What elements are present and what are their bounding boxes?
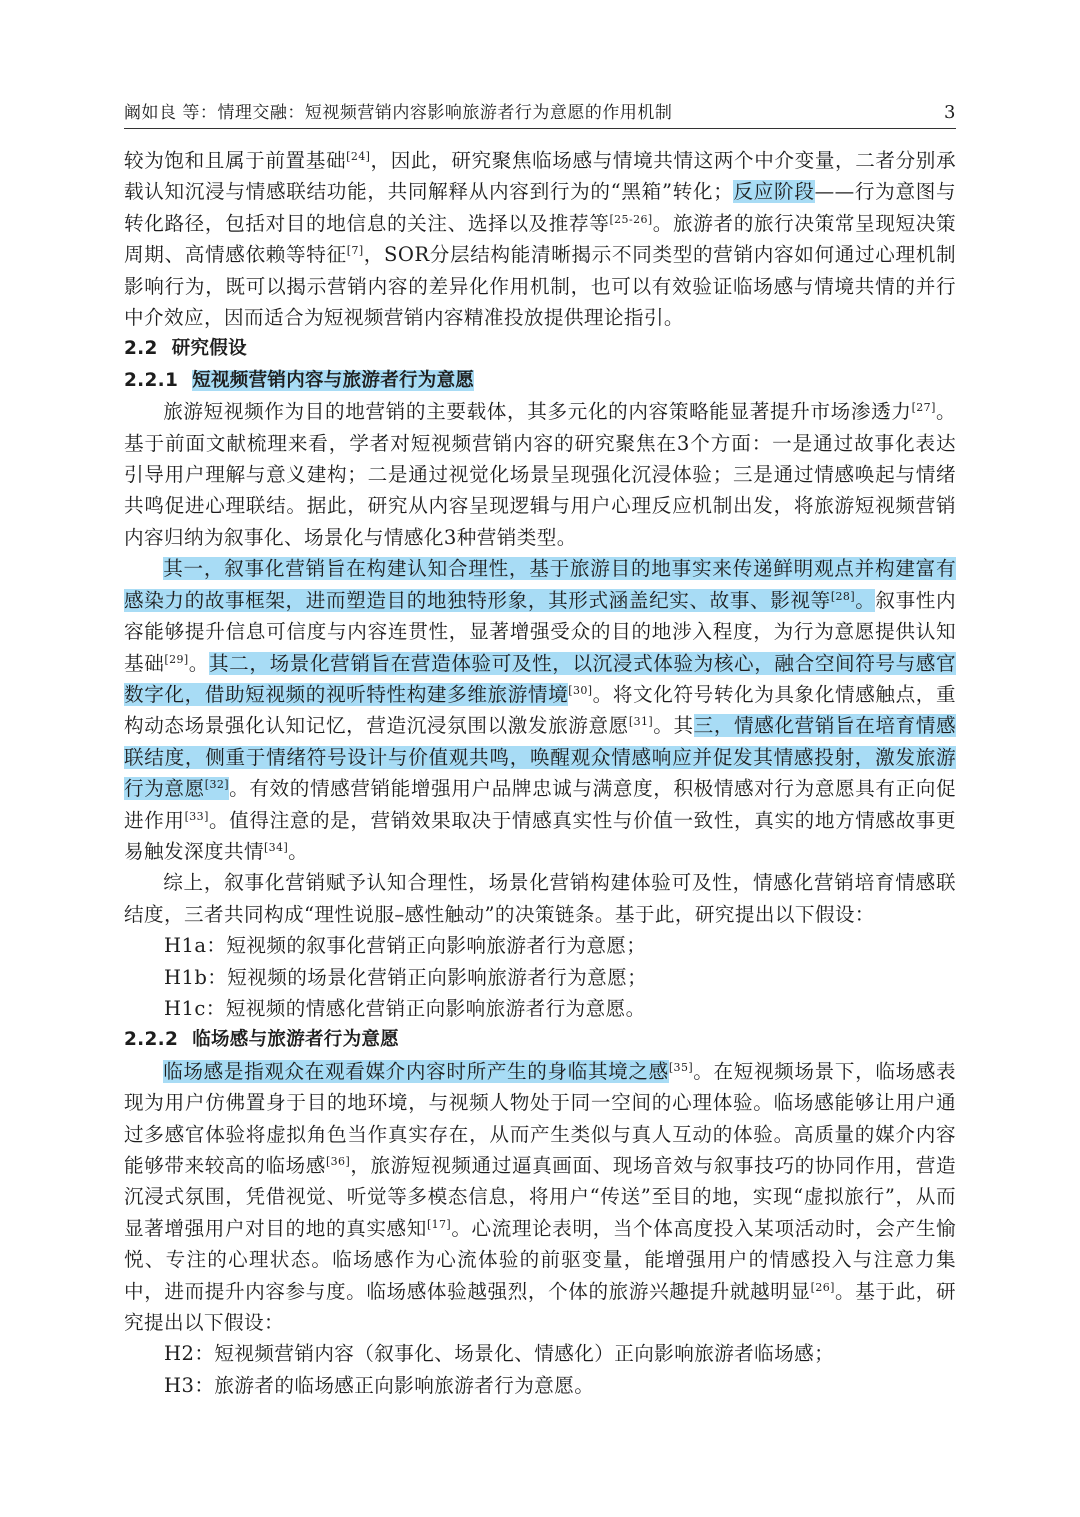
text-run: 。 bbox=[288, 839, 309, 863]
text-run: 。 bbox=[188, 651, 209, 675]
citation: [34] bbox=[263, 840, 289, 854]
text-run: ，SOR分层结构能清晰揭示不同类型的营销内容如何通过心理机制影响行为，既可以揭示营销内容的差异化作用机制，也可以有效验证临场感与情境共情的并行中介效应，因而适合为短视频营销内容精准投放提供理论指引。 bbox=[124, 243, 956, 330]
highlighted-text bbox=[124, 557, 956, 611]
text-run: 。在短视频场景下，临场感表现为用户仿佛置身于目的地环境，与视频人物处于同一空间的心理体验。临场感能够让用户通过多感官体验将虚拟角色当作真实存在，从而产生类似与真人互动的体验。高质量的媒介内容能够带来较高的临场感 bbox=[124, 1059, 956, 1177]
paragraph-marketing-types bbox=[124, 553, 956, 867]
hypothesis-h1c: H1c：短视频的情感化营销正向影响旅游者行为意愿。 bbox=[164, 996, 646, 1020]
text-run: 。其 bbox=[653, 714, 694, 738]
text-run: ，因此，研究聚焦临场感与情境共情这两个中介变量，二者分别承载认知沉浸与情感联结功能，共同解释从内容到行为的“黑箱”转化； bbox=[124, 149, 956, 204]
highlighted-text: 反应阶段 bbox=[733, 180, 815, 204]
text-run: ，旅游短视频通过逼真画面、现场音效与叙事技巧的协同作用，营造沉浸式氛围，凭借视觉、听觉等多模态信息，将用户“传送”至目的地，实现“虚拟旅行”，从而显著增强用户对目的地的真实感知 bbox=[124, 1154, 956, 1240]
running-header-title: 阚如良 等：情理交融：短视频营销内容影响旅游者行为意愿的作用机制 bbox=[124, 103, 673, 123]
text-run: ——行为意图与转化路径，包括对目的地信息的关注、选择以及推荐等 bbox=[124, 180, 956, 235]
citation: [28] bbox=[830, 589, 856, 603]
section-number: 2.2.2 bbox=[124, 1029, 179, 1051]
citation: [27] bbox=[911, 401, 936, 415]
text-run: 。基于前面文献梳理来看，学者对短视频营销内容的研究聚焦在3个方面：一是通过故事化表达引导用户理解与意义建构；二是通过视觉化场景呈现强化沉浸体验；三是通过情感唤起与情绪共鸣促进心理联结。据此，研究从内容呈现逻辑与用户心理反应机制出发，将旅游短视频营销内容归纳为叙事化、场景化与情感化3种营销类型。 bbox=[124, 400, 956, 549]
section-number: 2.2 bbox=[124, 338, 158, 360]
hypothesis-h3: H3：旅游者的临场感正向影响旅游者行为意愿。 bbox=[164, 1373, 595, 1397]
paragraph-short-video-marketing bbox=[124, 396, 956, 553]
citation: [17] bbox=[426, 1217, 452, 1231]
text-run: 。心流理论表明，当个体高度投入某项活动时，会产生愉悦、专注的心理状态。临场感作为心流体验的前驱变量，能增强用户的情感投入与注意力集中，进而提升内容参与度。临场感体验越强烈，个体的旅游兴趣提升就越明显 bbox=[124, 1216, 957, 1303]
citation: [26] bbox=[810, 1280, 835, 1294]
text-run: 叙事性内容能够提升信息可信度与内容连贯性，显著增强受众的目的地涉入程度，为行为意愿提供认知基础 bbox=[124, 588, 957, 675]
text-run: 。基于此，研究提出以下假设： bbox=[124, 1279, 956, 1335]
hypothesis-h1b: H1b：短视频的场景化营销正向影响旅游者行为意愿； bbox=[164, 965, 648, 989]
highlighted-text: 临场感是指观众在观看媒介内容时所产生的身临其境之感 bbox=[163, 1059, 669, 1083]
page-number: 3 bbox=[944, 102, 956, 123]
text-run: 。有效的情感营销能增强用户品牌忠诚与满意度，积极情感对行为意愿具有正向促进作用 bbox=[124, 777, 956, 832]
hypothesis-h1a: H1a：短视频的叙事化营销正向影响旅游者行为意愿； bbox=[164, 934, 647, 958]
section-heading-2-2 bbox=[124, 333, 956, 364]
paper-page bbox=[124, 96, 956, 1401]
text-run: 。值得注意的是，营销效果取决于情感真实性与价值一致性，真实的地方情感故事更易触发深度共情 bbox=[124, 808, 956, 863]
citation: [33] bbox=[184, 809, 209, 823]
citation: [25-26] bbox=[609, 212, 653, 226]
text-run: 。旅游者的旅行决策常呈现短决策周期、高情感依赖等特征 bbox=[124, 211, 956, 267]
citation: [36] bbox=[325, 1155, 351, 1168]
citation: [24] bbox=[346, 150, 371, 163]
text-run: 。将文化符号转化为具象化情感触点，重构动态场景强化认知记忆，营造沉浸氛围以激发旅游意愿 bbox=[124, 682, 956, 738]
text-run: 其一，叙事化营销旨在构建认知合理性，基于旅游目的地事实来传递鲜明观点并构建富有感染力的故事框架，进而塑造目的地独特形象，其形式涵盖纪实、故事、影视等 bbox=[124, 557, 956, 612]
citation: [31] bbox=[628, 715, 654, 729]
citation: [35] bbox=[668, 1060, 694, 1074]
citation: [30] bbox=[568, 683, 593, 697]
section-number: 2.2.1 bbox=[124, 369, 179, 391]
paragraph-summary: 综上，叙事化营销赋予认知合理性，场景化营销构建体验可及性，情感化营销培育情感联结度，三者共同构成“理性说服–感性触动”的决策链条。基于此，研究提出以下假设： bbox=[124, 871, 956, 926]
citation: [29] bbox=[164, 652, 189, 666]
article-body bbox=[124, 145, 956, 1401]
text-run: 三，情感化营销旨在培育情感联结度，侧重于情绪符号设计与价值观共鸣，唤醒观众情感响应并促发其情感投射，激发旅游行为意愿 bbox=[124, 714, 956, 801]
citation: [7] bbox=[346, 244, 364, 258]
text-run: 。 bbox=[855, 588, 876, 612]
section-heading-2-2-2 bbox=[124, 1024, 956, 1055]
paragraph-presence bbox=[124, 1056, 956, 1339]
citation: [32] bbox=[204, 778, 229, 792]
section-heading-2-2-1 bbox=[124, 365, 956, 396]
section-title: 短视频营销内容与旅游者行为意愿 bbox=[192, 369, 475, 391]
paragraph-sor-framework bbox=[124, 145, 956, 333]
section-title: 临场感与旅游者行为意愿 bbox=[192, 1029, 399, 1051]
text-run: 较为饱和且属于前置基础 bbox=[124, 149, 347, 172]
section-title: 研究假设 bbox=[171, 338, 247, 360]
highlighted-text: 其二，场景化营销旨在营造体验可及性，以沉浸式体验为核心，融合空间符号与感官数字化，借助短视频的视听特性构建多维旅游情境 bbox=[124, 651, 956, 706]
text-run: 旅游短视频作为目的地营销的主要载体，其多元化的内容策略能显著提升市场渗透力 bbox=[163, 400, 912, 424]
hypothesis-h2: H2：短视频营销内容（叙事化、场景化、情感化）正向影响旅游者临场感； bbox=[164, 1342, 835, 1366]
running-header bbox=[124, 96, 956, 129]
